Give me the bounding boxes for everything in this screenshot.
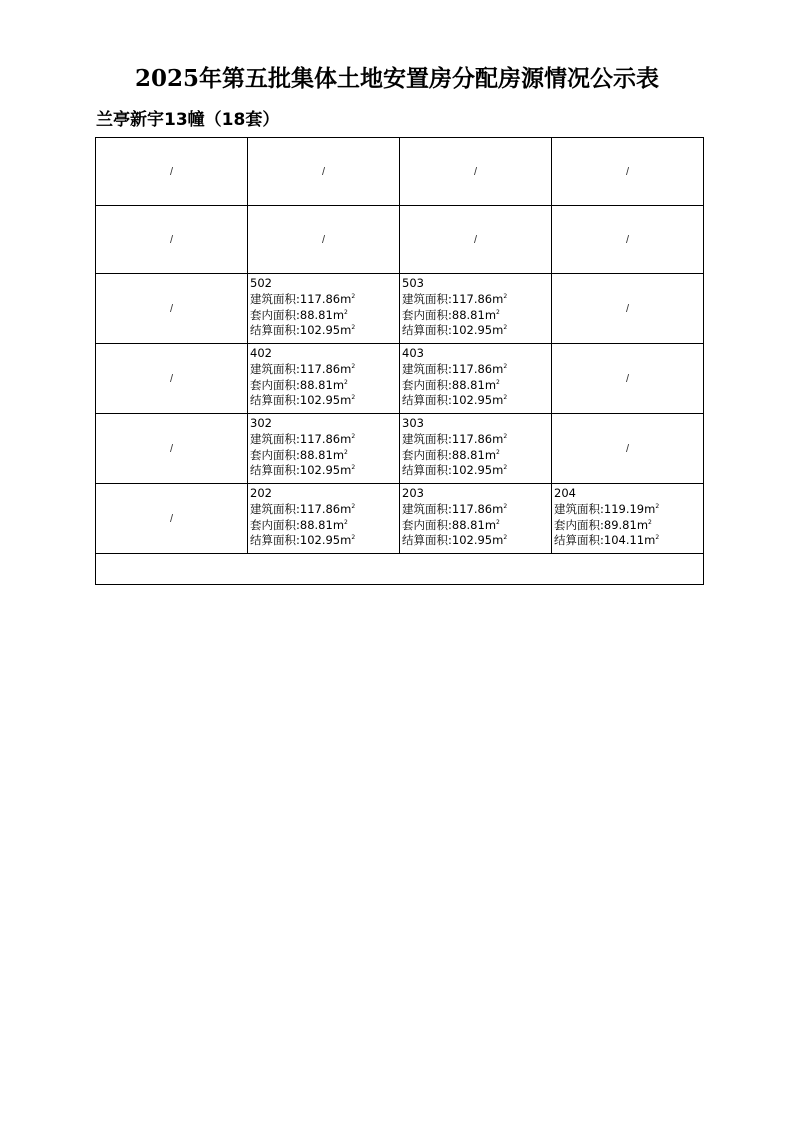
inner-area-unit: m [484,447,497,462]
unit-cell-302 [248,414,400,484]
settlement-area-label: 结算面积: [554,533,604,548]
settlement-area-value: 102.95 [451,323,493,338]
settlement-area-label: 结算面积: [402,393,452,408]
settlement-area [402,323,551,339]
empty-placeholder: / [169,372,174,385]
empty-placeholder: / [625,372,630,385]
settlement-area-unit-exponent: 2 [351,534,356,542]
empty-unit-cell [96,138,248,206]
table-footer-row [96,554,704,585]
settlement-area-unit: m [340,393,352,408]
empty-unit-cell [96,484,248,554]
inner-area-value: 89.81 [603,517,637,532]
settlement-area-label: 结算面积: [402,463,452,478]
settlement-area-unit-exponent: 2 [503,394,508,402]
building-area [250,432,399,448]
building-area-unit: m [340,361,352,376]
settlement-area-value: 102.95 [299,533,341,548]
inner-area-value: 88.81 [451,377,485,392]
inner-area [402,518,551,534]
inner-area-unit: m [484,377,497,392]
inner-area [250,308,399,324]
unit-cell-403 [400,344,552,414]
building-area [402,292,551,308]
table-row [96,414,704,484]
building-area-label: 建筑面积: [402,291,452,306]
unit-number: 204 [554,486,576,500]
building-area-value: 117.86 [451,291,493,306]
settlement-area-label: 结算面积: [402,323,452,338]
inner-area-value: 88.81 [299,307,333,322]
empty-unit-cell [400,206,552,274]
building-area-value: 117.86 [451,431,493,446]
settlement-area-label: 结算面积: [250,323,300,338]
settlement-area-unit-exponent: 2 [503,534,508,542]
unit-number: 303 [402,416,424,430]
empty-unit-cell [552,274,704,344]
building-area-value: 117.86 [451,361,493,376]
building-area-unit-exponent: 2 [503,292,508,300]
unit-cell-203 [400,484,552,554]
building-area-value: 117.86 [299,501,341,516]
building-area-unit: m [340,291,352,306]
empty-placeholder: / [473,233,478,246]
empty-unit-cell [552,344,704,414]
building-area-value: 117.86 [299,431,341,446]
settlement-area [402,533,551,549]
inner-area-unit: m [332,447,345,462]
building-area-label: 建筑面积: [402,361,452,376]
building-area-unit: m [492,361,504,376]
building-title: 兰亭新宇13幢（18套） [96,110,280,130]
settlement-area-value: 102.95 [299,393,341,408]
inner-area-label: 套内面积: [250,447,300,462]
building-area [250,362,399,378]
building-area-label: 建筑面积: [402,501,452,516]
inner-area-unit: m [332,377,345,392]
inner-area-label: 套内面积: [250,307,300,322]
empty-unit-cell [552,206,704,274]
building-area-label: 建筑面积: [554,501,604,516]
settlement-area-unit-exponent: 2 [351,464,356,472]
settlement-area-value: 104.11 [603,533,645,548]
settlement-area [250,393,399,409]
unit-number: 302 [250,416,272,430]
inner-area-unit-exponent: 2 [344,378,348,386]
building-area-unit-exponent: 2 [503,502,508,510]
empty-unit-cell [96,206,248,274]
inner-area-value: 88.81 [299,447,333,462]
inner-area-unit-exponent: 2 [648,518,652,526]
building-area [250,502,399,518]
settlement-area-label: 结算面积: [402,533,452,548]
building-area [402,362,551,378]
empty-placeholder: / [321,233,326,246]
inner-area [250,378,399,394]
building-area [554,502,703,518]
unit-cell-402 [248,344,400,414]
building-area-value: 117.86 [451,501,493,516]
inner-area-value: 88.81 [451,307,485,322]
building-area-unit: m [492,431,504,446]
building-area-unit: m [340,431,352,446]
empty-placeholder: / [169,233,174,246]
building-area-unit-exponent: 2 [351,502,356,510]
inner-area-label: 套内面积: [250,517,300,532]
settlement-area-label: 结算面积: [250,533,300,548]
empty-unit-cell [96,274,248,344]
building-area-value: 117.86 [299,291,341,306]
empty-unit-cell [248,206,400,274]
unit-number: 202 [250,486,272,500]
page-title: 2025年第五批集体土地安置房分配房源情况公示表 [134,65,659,92]
settlement-area-unit: m [644,533,656,548]
inner-area [250,518,399,534]
settlement-area-unit: m [340,323,352,338]
unit-cell-204 [552,484,704,554]
settlement-area [554,533,703,549]
inner-area-unit: m [636,517,649,532]
inner-area-label: 套内面积: [402,307,452,322]
inner-area-label: 套内面积: [250,377,300,392]
empty-placeholder: / [169,512,174,525]
settlement-area-unit-exponent: 2 [503,324,508,332]
empty-placeholder: / [321,165,326,178]
settlement-area [402,393,551,409]
empty-placeholder: / [625,165,630,178]
unit-number: 502 [250,276,272,290]
table-row [96,484,704,554]
empty-unit-cell [96,344,248,414]
table-row [96,138,704,206]
settlement-area-unit: m [492,393,504,408]
unit-cell-503 [400,274,552,344]
inner-area-unit-exponent: 2 [344,518,348,526]
inner-area-label: 套内面积: [402,517,452,532]
empty-unit-cell [552,414,704,484]
inner-area [402,308,551,324]
unit-number: 403 [402,346,424,360]
settlement-area-label: 结算面积: [250,393,300,408]
empty-unit-cell [552,138,704,206]
inner-area-unit-exponent: 2 [496,308,500,316]
settlement-area-unit: m [340,463,352,478]
settlement-area [250,323,399,339]
settlement-area-value: 102.95 [451,463,493,478]
inner-area-unit-exponent: 2 [344,308,348,316]
unit-allocation-table [95,137,704,585]
table-row [96,206,704,274]
unit-cell-303 [400,414,552,484]
inner-area-unit: m [332,307,345,322]
empty-placeholder: / [625,442,630,455]
settlement-area-unit: m [492,463,504,478]
settlement-area [250,533,399,549]
settlement-area-value: 102.95 [299,323,341,338]
inner-area-label: 套内面积: [402,447,452,462]
unit-number: 203 [402,486,424,500]
building-area-unit: m [492,291,504,306]
empty-unit-cell [96,414,248,484]
unit-number: 503 [402,276,424,290]
settlement-area-value: 102.95 [451,393,493,408]
empty-unit-cell [400,138,552,206]
settlement-area-value: 102.95 [451,533,493,548]
settlement-area [402,463,551,479]
unit-number: 402 [250,346,272,360]
empty-placeholder: / [625,302,630,315]
building-area-unit: m [644,501,656,516]
building-area-unit-exponent: 2 [503,432,508,440]
settlement-area-label: 结算面积: [250,463,300,478]
inner-area-unit: m [484,307,497,322]
empty-placeholder: / [625,233,630,246]
empty-placeholder: / [169,442,174,455]
inner-area-unit-exponent: 2 [496,378,500,386]
table-footer-cell [96,554,704,585]
unit-cell-502 [248,274,400,344]
building-area [402,502,551,518]
inner-area [402,378,551,394]
inner-area-value: 88.81 [299,517,333,532]
inner-area-value: 88.81 [451,447,485,462]
building-area-unit-exponent: 2 [351,292,356,300]
building-area-label: 建筑面积: [250,431,300,446]
inner-area-unit-exponent: 2 [344,448,348,456]
building-area-value: 117.86 [299,361,341,376]
table-row [96,344,704,414]
building-area-unit: m [492,501,504,516]
empty-placeholder: / [169,302,174,315]
building-area-unit-exponent: 2 [503,362,508,370]
unit-cell-202 [248,484,400,554]
settlement-area-unit: m [340,533,352,548]
inner-area-unit: m [332,517,345,532]
inner-area-unit-exponent: 2 [496,448,500,456]
building-area [250,292,399,308]
inner-area [250,448,399,464]
inner-area [554,518,703,534]
settlement-area-unit-exponent: 2 [351,324,356,332]
empty-placeholder: / [169,165,174,178]
building-area-label: 建筑面积: [402,431,452,446]
settlement-area-unit-exponent: 2 [655,534,660,542]
building-area-label: 建筑面积: [250,361,300,376]
inner-area-unit-exponent: 2 [496,518,500,526]
building-area-label: 建筑面积: [250,291,300,306]
inner-area-value: 88.81 [451,517,485,532]
settlement-area-unit-exponent: 2 [503,464,508,472]
unit-allocation-table-body [96,138,704,585]
settlement-area-unit: m [492,533,504,548]
inner-area-label: 套内面积: [402,377,452,392]
settlement-area-unit-exponent: 2 [351,394,356,402]
table-row [96,274,704,344]
building-area-unit: m [340,501,352,516]
inner-area [402,448,551,464]
building-area-unit-exponent: 2 [655,502,660,510]
inner-area-label: 套内面积: [554,517,604,532]
building-area-unit-exponent: 2 [351,362,356,370]
building-area-value: 119.19 [603,501,645,516]
building-area [402,432,551,448]
settlement-area-value: 102.95 [299,463,341,478]
building-area-label: 建筑面积: [250,501,300,516]
settlement-area-unit: m [492,323,504,338]
settlement-area [250,463,399,479]
inner-area-unit: m [484,517,497,532]
building-area-unit-exponent: 2 [351,432,356,440]
empty-unit-cell [248,138,400,206]
empty-placeholder: / [473,165,478,178]
inner-area-value: 88.81 [299,377,333,392]
